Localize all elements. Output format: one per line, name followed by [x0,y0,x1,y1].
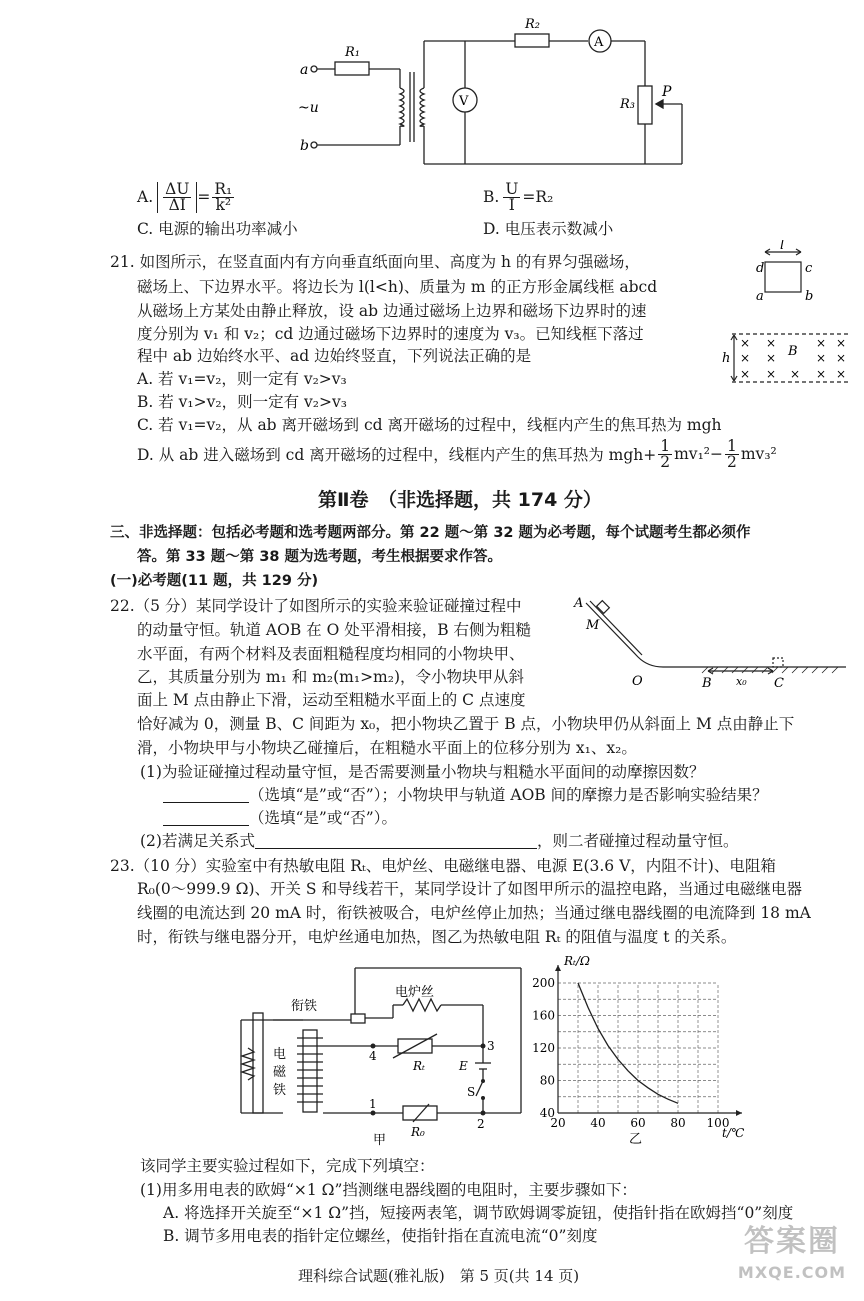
q23-after-line-2: (1)用多用电表的欧姆“×1 Ω”挡测继电器线圈的电阻时，主要步骤如下： [140,1181,637,1199]
furnace-wire [403,999,441,1011]
svg-text:×: × [766,367,777,381]
q23-figure-jia [233,958,533,1148]
rheostat-r3 [638,86,652,124]
q21-line-4: 度分别为 v₁ 和 v₂；cd 边通过磁场下边界时的速度为 v₃。已知线框下落过 [137,325,644,343]
transformer-secondary-coil [420,88,424,126]
q23-after-line-4: B. 调节多用电表的指针定位螺丝，使指针指在直流电流“0”刻度 [163,1227,598,1245]
section-title: 第Ⅱ卷 （非选择题，共 174 分） [318,489,602,511]
x-tick-label: 100 [706,1116,730,1130]
q22-part1-line-1: (1)为验证碰撞过程动量守恒，是否需要测量小物块与粗糙水平面间的动摩擦因数？ [140,763,705,781]
q22-line-4: 乙，其质量分别为 m₁ 和 m₂(m₁>m₂)，令小物块甲从斜 [137,668,525,686]
x-tick-label: 40 [590,1116,606,1130]
y-tick-label: 80 [539,1073,555,1088]
svg-text:2: 2 [477,1117,485,1131]
q22-part1-line-3: （选填“是”或“否”）。 [163,808,397,828]
svg-text:M: M [586,618,600,633]
svg-text:b: b [805,289,814,304]
svg-text:c: c [805,261,813,276]
relay-frame [253,1013,263,1113]
q20-circuit-figure [290,8,690,173]
chart-y-label: Rₜ/Ω [564,954,590,968]
q23-line-2: R₀(0～999.9 Ω)、开关 S 和导线若干，某同学设计了如图甲所示的温控电路，当通过电磁继电器 [137,880,802,898]
svg-text:×: × [816,351,827,365]
q22-track-figure [568,595,853,695]
svg-text:×: × [766,336,777,350]
x-axis-arrow [736,1110,742,1116]
q20-option-a-eq: = [197,188,211,206]
label-r3: R₃ [620,97,635,112]
svg-text:×: × [836,351,847,365]
label-armature: 衔铁 [291,999,318,1014]
q20-option-a-prefix: A. [137,188,154,206]
chart-x-label: t/℃ [722,1126,745,1140]
q23-line-1: 23.（10 分）实验室中有热敏电阻 Rₜ、电炉丝、电磁继电器、电源 E(3.6 V，内阻不计)、电阻箱 [110,857,776,875]
q21-line-3: 从磁场上方某处由静止释放，设 ab 边通过磁场上边界和磁场下边界时的速 [137,302,647,320]
y-tick-label: 200 [532,976,555,990]
x-tick-label: 60 [630,1116,646,1130]
square-frame-abcd [765,262,801,292]
q23-chart-yi [530,953,780,1148]
transformer-primary-coil [400,88,404,126]
label-h: h [722,351,731,366]
svg-text:×: × [836,336,847,350]
q20-option-a-rhs: $\frac{\text{R₁}}{\text{k²}}$ [214,179,233,214]
q23-line-3: 线圈的电流达到 20 mA 时，衔铁被吸合，电炉丝停止加热；当通过继电器线圈的电流降到 18 mA [137,904,811,922]
electromagnet-core [303,1030,317,1112]
q23-after-line-3: A. 将选择开关旋至“×1 Ω”挡，短接两表笔，调节欧姆调零旋钮，使指针指在欧姆挡“0”刻度 [163,1204,794,1222]
q21-option-a: A. 若 v₁=v₂，则一定有 v₂>v₃ [137,370,347,388]
q20-option-c: C. 电源的输出功率减小 [137,220,298,238]
svg-text:Rₜ: Rₜ [413,1059,425,1073]
q21-line-1: 21. 如图所示，在竖直面内有方向垂直纸面向里、高度为 h 的有界匀强磁场， [110,253,640,271]
block-at-c [773,658,783,667]
q23-after-line-1: 该同学主要实验过程如下，完成下列填空： [140,1157,435,1175]
label-electromagnet-2: 磁 [273,1065,287,1080]
track-aob [586,603,846,667]
label-r2: R₂ [525,17,540,32]
q22-part1-line-2: （选填“是”或“否”）；小物块甲与轨道 AOB 间的摩擦力是否影响实验结果？ [163,785,768,805]
chart-caption: 乙 [629,1132,643,1147]
q22-part2: (2)若满足关系式 ，则二者碰撞过程动量守恒。 [140,832,739,850]
q22-answer-blank-1[interactable] [163,785,249,803]
resistor-r2 [515,34,549,47]
resistor-box-r0 [403,1106,437,1120]
q21-line-5: 程中 ab 边始终水平、ad 边始终竖直，下列说法正确的是 [137,347,532,365]
q21-line-2: 磁场上、下边界水平。将边长为 l(l<h)、质量为 m 的正方形金属线框 abcd [137,278,658,296]
electromagnet-coil [297,1038,323,1102]
svg-text:×: × [816,336,827,350]
svg-text:E: E [459,1059,468,1073]
svg-text:l: l [780,240,785,253]
svg-text:×: × [766,351,777,365]
q22-line-1: 22.（5 分）某同学设计了如图所示的实验来验证碰撞过程中 [110,597,522,615]
switch-s [476,1081,483,1096]
section-instruction-1: 三、非选择题：包括必考题和选考题两部分。第 22 题～第 32 题为必考题，每个试题考生都必须作 [110,525,751,541]
svg-text:S: S [467,1085,476,1099]
rt-temperature-curve [578,983,678,1103]
q22-answer-blank-3[interactable] [255,831,537,849]
q20-option-d: D. 电压表示数减小 [483,220,614,238]
svg-text:×: × [816,367,827,381]
svg-text:×: × [740,336,751,350]
q23-line-4: 时，衔铁与继电器分开，电炉丝通电加热，图乙为热敏电阻 Rₜ 的阻值与温度 t 的关系。 [137,928,737,946]
svg-text:x₀: x₀ [736,675,747,688]
q21-figure [720,240,860,395]
chart-axes [555,965,742,1116]
slider-p-arrow [656,100,663,108]
q21-option-d: D. 从 ab 进入磁场到 cd 离开磁场的过程中，线框内产生的焦耳热为 mgh+ $\frac{1}{2}$ mv₁²− $\frac{1}{2}$ mv₃² [137,436,777,471]
svg-text:1: 1 [369,1097,377,1111]
q21-option-b: B. 若 v₁>v₂，则一定有 v₂>v₃ [137,393,347,411]
y-tick-label: 120 [532,1041,555,1055]
q20-option-a [137,177,236,217]
q20-option-a-fraction: $\frac{\Delta U}{\Delta I}$ [165,179,190,214]
svg-text:A: A [574,596,584,611]
svg-text:R₀: R₀ [411,1125,425,1139]
q22-line-6: 恰好减为 0，测量 B、C 间距为 x₀，把小物块乙置于 B 点，小物块甲仍从斜面上 M 点由静止下 [137,715,795,733]
terminal-a [311,66,317,72]
rough-surface-hatch [702,667,838,673]
spring [242,1048,254,1080]
label-u: ~u [298,100,319,116]
y-tick-label: 40 [539,1106,555,1120]
label-furnace-wire: 电炉丝 [395,985,435,1000]
contact [351,1014,365,1023]
section-subheading: (一)必考题(11 题，共 129 分) [110,573,319,589]
svg-text:d: d [756,261,765,276]
label-r1: R₁ [345,45,360,60]
svg-text:×: × [836,367,847,381]
svg-text:O: O [632,674,643,689]
x-tick-label: 20 [550,1116,566,1130]
label-electromagnet-3: 铁 [273,1083,287,1098]
figure-jia-caption: 甲 [373,1133,387,1148]
label-p: P [662,84,672,100]
svg-text:a: a [756,289,764,304]
q22-line-7: 滑，小物块甲与小物块乙碰撞后，在粗糙水平面上的位移分别为 x₁、x₂。 [137,739,637,757]
chart-grid [558,983,718,1113]
q22-line-3: 水平面，有两个材料及表面粗糙程度均相同的小物块甲、 [137,645,525,663]
svg-text:3: 3 [487,1039,495,1053]
y-tick-label: 160 [532,1008,555,1023]
svg-text:×: × [740,367,751,381]
label-b: b [300,138,309,154]
label-v: V [459,94,469,109]
block-on-slope [597,601,610,614]
resistor-r1 [335,62,369,75]
svg-text:B: B [702,676,712,691]
svg-text:×: × [790,367,801,381]
x-tick-label: 80 [670,1116,686,1130]
label-a: a [300,62,309,78]
terminal-b [311,142,317,148]
svg-text:4: 4 [369,1049,377,1063]
svg-text:C: C [774,676,784,691]
q20-option-b: B. $\frac{U}{I}$ =R₂ [483,179,554,214]
section-instruction-2: 答。第 33 题～第 38 题为选考题，考生根据要求作答。 [137,549,503,565]
label-electromagnet-1: 电 [273,1047,287,1062]
y-axis-arrow [555,965,561,971]
q21-option-c: C. 若 v₁=v₂，从 ab 离开磁场到 cd 离开磁场的过程中，线框内产生的焦耳热为 mgh [137,416,722,434]
q22-answer-blank-2[interactable] [163,808,249,826]
page-footer: 理科综合试题(雅礼版) 第 5 页(共 14 页) [298,1267,580,1285]
svg-text:×: × [740,351,751,365]
q22-line-2: 的动量守恒。轨道 AOB 在 O 处平滑相接，B 右侧为粗糙 [137,621,532,639]
label-a-meter: A [594,35,604,50]
watermark-logo: 答案圈 MXQE.COM [737,1224,847,1282]
q22-line-5: 面上 M 点由静止下滑，运动至粗糙水平面上的 C 点速度 [137,691,526,709]
label-field-b: B [788,344,798,359]
